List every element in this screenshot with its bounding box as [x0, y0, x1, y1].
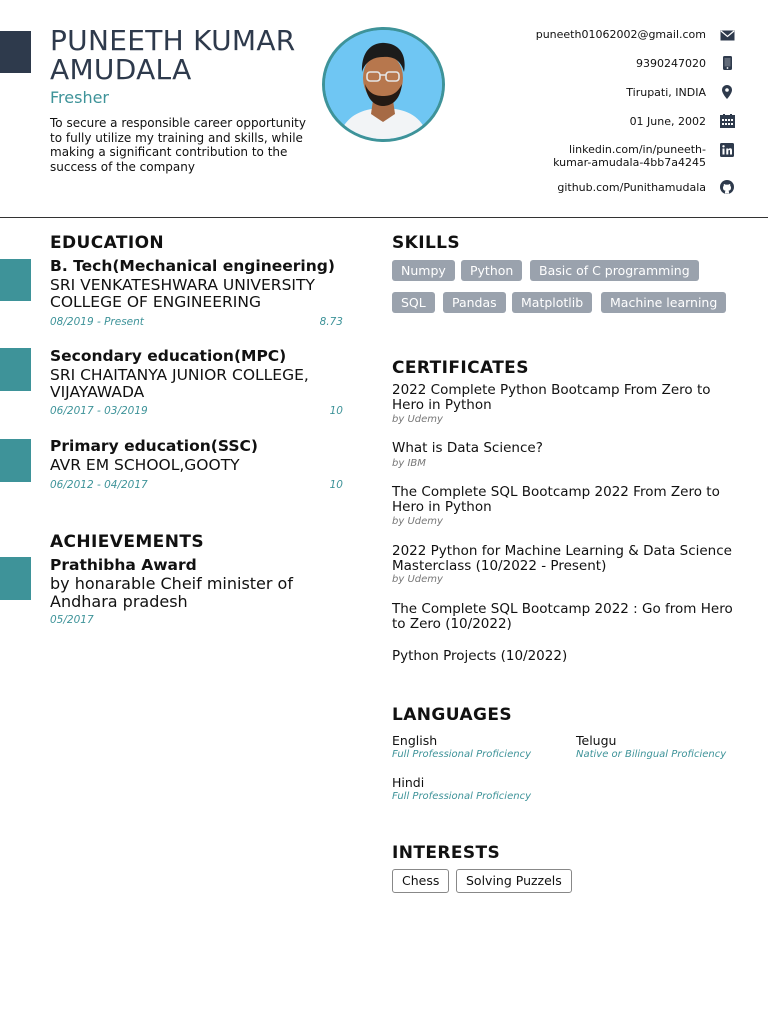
- education-grade: 8.73: [319, 316, 343, 328]
- envelope-icon: [719, 28, 735, 42]
- certificate-title: 2022 Python for Machine Learning & Data Science Masterclass (10/2022 - Present): [392, 543, 732, 574]
- certificate-issuer: by Udemy: [392, 574, 443, 585]
- certificate-issuer: by Udemy: [392, 516, 443, 527]
- education-heading: EDUCATION: [50, 233, 165, 253]
- interest-tag: Chess: [392, 869, 449, 893]
- achievement-accent-bar: [0, 557, 31, 600]
- education-grade: 10: [329, 405, 343, 417]
- map-pin-icon: [719, 85, 735, 99]
- education-degree: Primary education(SSC): [50, 437, 258, 455]
- github-icon: [719, 180, 735, 194]
- interests-heading: INTERESTS: [392, 843, 501, 863]
- education-institution: SRI CHAITANYA JUNIOR COLLEGE, VIJAYAWADA: [50, 366, 309, 401]
- certificate-issuer: by IBM: [392, 458, 426, 469]
- education-dates: 06/2017 - 03/2019: [50, 405, 148, 417]
- education-institution: AVR EM SCHOOL,GOOTY: [50, 456, 240, 474]
- certificate-title: 2022 Complete Python Bootcamp From Zero to Hero in Python: [392, 382, 711, 413]
- certificate-issuer: by Udemy: [392, 414, 443, 425]
- certificate-title: Python Projects (10/2022): [392, 648, 568, 664]
- achievement-description: by honarable Cheif minister of Andhara pradesh: [50, 574, 293, 611]
- skill-tag: Machine learning: [601, 292, 726, 313]
- interest-tag: Solving Puzzels: [456, 869, 572, 893]
- achievement-name: Prathibha Award: [50, 556, 197, 574]
- contact-location: Tirupati, INDIA: [626, 86, 706, 99]
- education-accent-bar-2: [0, 348, 31, 391]
- linkedin-icon: [719, 143, 735, 157]
- education-institution: SRI VENKATESHWARA UNIVERSITY COLLEGE OF ENGINEERING: [50, 276, 315, 311]
- candidate-name: PUNEETH KUMAR AMUDALA: [50, 24, 296, 86]
- certificate-title: What is Data Science?: [392, 440, 543, 456]
- contact-email[interactable]: puneeth01062002@gmail.com: [535, 28, 706, 41]
- contact-linkedin[interactable]: linkedin.com/in/puneeth-kumar-amudala-4bb7a4245: [553, 143, 706, 169]
- language-level: Native or Bilingual Proficiency: [576, 749, 727, 760]
- skill-tag: SQL: [392, 292, 435, 313]
- header-divider: [0, 217, 768, 218]
- skills-heading: SKILLS: [392, 233, 461, 253]
- language-level: Full Professional Proficiency: [392, 749, 531, 760]
- mobile-phone-icon: [719, 56, 735, 70]
- profile-photo: [322, 27, 445, 142]
- certificate-title: The Complete SQL Bootcamp 2022 From Zero to Hero in Python: [392, 484, 720, 515]
- language-name: Telugu: [576, 733, 617, 748]
- contact-dob: 01 June, 2002: [629, 115, 706, 128]
- education-grade: 10: [329, 479, 343, 491]
- skill-tag: Pandas: [443, 292, 506, 313]
- skill-tag: Matplotlib: [512, 292, 592, 313]
- achievements-heading: ACHIEVEMENTS: [50, 532, 204, 552]
- career-objective: To secure a responsible career opportunity to fully utilize my training and skills, while making a significant contribution to the success of the company: [50, 116, 306, 174]
- calendar-icon: [719, 114, 735, 128]
- education-degree: Secondary education(MPC): [50, 347, 287, 365]
- contact-phone[interactable]: 9390247020: [636, 57, 706, 70]
- skill-tag: Basic of C programming: [530, 260, 699, 281]
- education-dates: 06/2012 - 04/2017: [50, 479, 148, 491]
- candidate-role: Fresher: [50, 88, 110, 107]
- skill-tag: Python: [461, 260, 522, 281]
- certificate-title: The Complete SQL Bootcamp 2022 : Go from Hero to Zero (10/2022): [392, 601, 733, 632]
- contact-github[interactable]: github.com/Punithamudala: [557, 181, 706, 194]
- language-level: Full Professional Proficiency: [392, 791, 531, 802]
- certificates-heading: CERTIFICATES: [392, 358, 529, 378]
- education-accent-bar-3: [0, 439, 31, 482]
- education-dates: 08/2019 - Present: [50, 316, 144, 328]
- header-accent-bar: [0, 31, 31, 73]
- languages-heading: LANGUAGES: [392, 705, 513, 725]
- education-degree: B. Tech(Mechanical engineering): [50, 257, 335, 275]
- skill-tag: Numpy: [392, 260, 455, 281]
- language-name: Hindi: [392, 775, 425, 790]
- language-name: English: [392, 733, 438, 748]
- education-accent-bar-1: [0, 259, 31, 301]
- achievement-date: 05/2017: [50, 614, 94, 626]
